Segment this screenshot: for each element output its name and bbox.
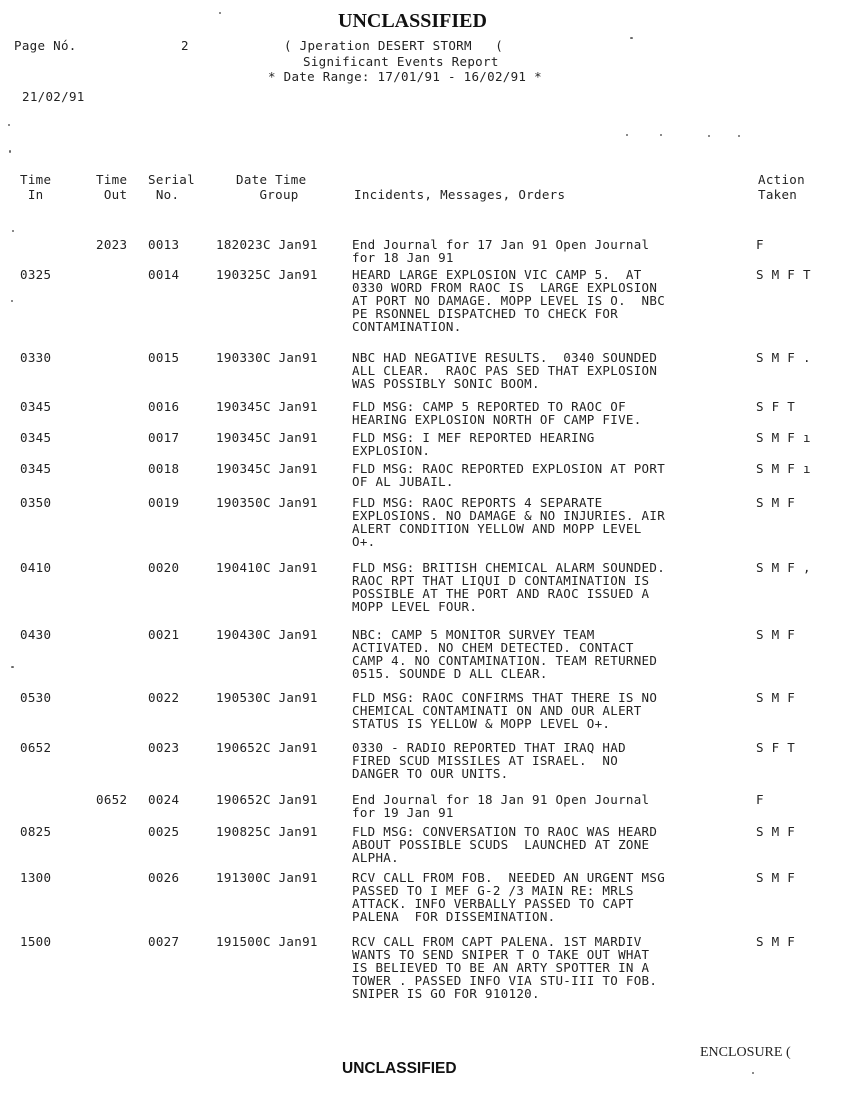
date-time-group-cell: 190652C Jan91 <box>216 740 318 755</box>
action-taken-cell: F <box>756 237 764 252</box>
page-number: 2 <box>181 38 189 53</box>
incident-text-cell: FLD MSG: RAOC REPORTS 4 SEPARATE EXPLOSIONS. NO DAMAGE & NO INJURIES. AIR ALERT CONDITION YELLOW AND MOPP LEVEL O+. <box>352 495 666 549</box>
serial-cell: 0018 <box>148 461 180 476</box>
action-taken-cell: F <box>756 792 764 807</box>
time-in-cell: 0652 <box>20 740 52 755</box>
serial-cell: 0027 <box>148 934 180 949</box>
serial-cell: 0023 <box>148 740 180 755</box>
scan-speck <box>738 135 740 137</box>
serial-cell: 0021 <box>148 627 180 642</box>
action-taken-cell: S M F <box>756 870 796 885</box>
serial-cell: 0019 <box>148 495 180 510</box>
serial-cell: 0015 <box>148 350 180 365</box>
date-time-group-cell: 191500C Jan91 <box>216 934 318 949</box>
incident-text-cell: End Journal for 17 Jan 91 Open Journal for 18 Jan 91 <box>352 237 650 265</box>
date-time-group-cell: 190430C Jan91 <box>216 627 318 642</box>
incident-text-cell: End Journal for 18 Jan 91 Open Journal for 19 Jan 91 <box>352 792 650 820</box>
date-time-group-cell: 190530C Jan91 <box>216 690 318 705</box>
incident-text-cell: FLD MSG: CONVERSATION TO RAOC WAS HEARD ABOUT POSSIBLE SCUDS LAUNCHED AT ZONE ALPHA. <box>352 824 658 865</box>
time-in-cell: 0345 <box>20 399 52 414</box>
report-title-line3: * Date Range: 17/01/91 - 16/02/91 * <box>268 69 542 84</box>
incident-text-cell: NBC HAD NEGATIVE RESULTS. 0340 SOUNDED ALL CLEAR. RAOC PAS SED THAT EXPLOSION WAS POSSIBLY SONIC BOOM. <box>352 350 658 391</box>
scan-speck <box>660 134 662 136</box>
date-time-group-cell: 190410C Jan91 <box>216 560 318 575</box>
action-taken-cell: S M F , <box>756 560 811 575</box>
scan-speck <box>219 12 221 14</box>
serial-cell: 0020 <box>148 560 180 575</box>
serial-cell: 0017 <box>148 430 180 445</box>
header-incidents: Incidents, Messages, Orders <box>354 187 566 202</box>
incident-text-cell: FLD MSG: BRITISH CHEMICAL ALARM SOUNDED. RAOC RPT THAT LIQUI D CONTAMINATION IS POSSIBLE AT THE PORT AND RAOC ISSUED A MOPP LEVEL FOUR. <box>352 560 666 614</box>
header-time-in: Time In <box>20 172 52 202</box>
time-in-cell: 1500 <box>20 934 52 949</box>
serial-cell: 0025 <box>148 824 180 839</box>
date-time-group-cell: 191300C Jan91 <box>216 870 318 885</box>
action-taken-cell: S M F T <box>756 267 811 282</box>
incident-text-cell: FLD MSG: I MEF REPORTED HEARING EXPLOSION. <box>352 430 595 458</box>
page-label: Page Nó. <box>14 38 77 53</box>
time-in-cell: 0330 <box>20 350 52 365</box>
serial-cell: 0014 <box>148 267 180 282</box>
report-title-line2: Significant Events Report <box>303 54 499 69</box>
action-taken-cell: S M F <box>756 824 796 839</box>
date-time-group-cell: 190825C Jan91 <box>216 824 318 839</box>
action-taken-cell: S M F . <box>756 350 811 365</box>
report-title-line1: ( Jperation DESERT STORM ( <box>284 38 504 53</box>
date-time-group-cell: 190325C Jan91 <box>216 267 318 282</box>
incident-text-cell: FLD MSG: CAMP 5 REPORTED TO RAOC OF HEARING EXPLOSION NORTH OF CAMP FIVE. <box>352 399 642 427</box>
header-date-time-group: Date Time Group <box>236 172 307 202</box>
date-time-group-cell: 190652C Jan91 <box>216 792 318 807</box>
time-in-cell: 0410 <box>20 560 52 575</box>
scan-speck <box>8 124 10 126</box>
incident-text-cell: NBC: CAMP 5 MONITOR SURVEY TEAM ACTIVATED. NO CHEM DETECTED. CONTACT CAMP 4. NO CONTAMINATION. TEAM RETURNED 0515. SOUNDE D ALL CLEAR. <box>352 627 658 681</box>
date-time-group-cell: 190330C Jan91 <box>216 350 318 365</box>
date-time-group-cell: 190345C Jan91 <box>216 461 318 476</box>
header-time-out: Time Out <box>96 172 128 202</box>
enclosure-label: ENCLOSURE ( <box>700 1045 791 1060</box>
serial-cell: 0016 <box>148 399 180 414</box>
time-in-cell: 1300 <box>20 870 52 885</box>
scan-speck <box>11 300 13 302</box>
scan-speck <box>9 150 11 153</box>
time-out-cell: 0652 <box>96 792 128 807</box>
action-taken-cell: S F T <box>756 740 796 755</box>
incident-text-cell: RCV CALL FROM FOB. NEEDED AN URGENT MSG PASSED TO I MEF G-2 /3 MAIN RE: MRLS ATTACK. INFO VERBALLY PASSED TO CAPT PALENA FOR DISSEMINATION. <box>352 870 666 924</box>
action-taken-cell: S M F ı <box>756 430 811 445</box>
time-in-cell: 0345 <box>20 461 52 476</box>
time-in-cell: 0325 <box>20 267 52 282</box>
serial-cell: 0024 <box>148 792 180 807</box>
scan-speck <box>626 134 628 136</box>
serial-cell: 0026 <box>148 870 180 885</box>
time-in-cell: 0345 <box>20 430 52 445</box>
date-time-group-cell: 190345C Jan91 <box>216 430 318 445</box>
time-in-cell: 0825 <box>20 824 52 839</box>
scan-speck <box>12 230 14 232</box>
scan-speck <box>752 1072 754 1074</box>
scan-speck <box>11 666 14 668</box>
action-taken-cell: S M F <box>756 690 796 705</box>
serial-cell: 0013 <box>148 237 180 252</box>
date-time-group-cell: 182023C Jan91 <box>216 237 318 252</box>
header-action-taken: Action Taken <box>758 172 805 202</box>
incident-text-cell: HEARD LARGE EXPLOSION VIC CAMP 5. AT 0330 WORD FROM RAOC IS LARGE EXPLOSION AT PORT NO DAMAGE. MOPP LEVEL IS O. NBC PE RSONNEL DISPATCHED TO CHECK FOR CONTAMINATION. <box>352 267 666 334</box>
header-serial: Serial No. <box>148 172 195 202</box>
action-taken-cell: S M F <box>756 934 796 949</box>
classification-top: UNCLASSIFIED <box>338 10 487 32</box>
scan-speck <box>708 135 710 137</box>
date-time-group-cell: 190350C Jan91 <box>216 495 318 510</box>
print-date: 21/02/91 <box>22 89 85 104</box>
scan-speck <box>630 37 633 39</box>
action-taken-cell: S F T <box>756 399 796 414</box>
time-in-cell: 0430 <box>20 627 52 642</box>
action-taken-cell: S M F ı <box>756 461 811 476</box>
incident-text-cell: FLD MSG: RAOC REPORTED EXPLOSION AT PORT OF AL JUBAIL. <box>352 461 666 489</box>
time-in-cell: 0350 <box>20 495 52 510</box>
classification-bottom: UNCLASSIFIED <box>342 1060 457 1077</box>
time-out-cell: 2023 <box>96 237 128 252</box>
incident-text-cell: 0330 - RADIO REPORTED THAT IRAQ HAD FIRED SCUD MISSILES AT ISRAEL. NO DANGER TO OUR UNITS. <box>352 740 626 781</box>
incident-text-cell: FLD MSG: RAOC CONFIRMS THAT THERE IS NO CHEMICAL CONTAMINATI ON AND OUR ALERT STATUS IS YELLOW & MOPP LEVEL O+. <box>352 690 658 731</box>
date-time-group-cell: 190345C Jan91 <box>216 399 318 414</box>
time-in-cell: 0530 <box>20 690 52 705</box>
incident-text-cell: RCV CALL FROM CAPT PALENA. 1ST MARDIV WANTS TO SEND SNIPER T O TAKE OUT WHAT IS BELIEVED TO BE AN ARTY SPOTTER IN A TOWER . PASSED INFO VIA STU-III TO FOB. SNIPER IS GO FOR 910120. <box>352 934 658 1001</box>
action-taken-cell: S M F <box>756 627 796 642</box>
serial-cell: 0022 <box>148 690 180 705</box>
action-taken-cell: S M F <box>756 495 796 510</box>
